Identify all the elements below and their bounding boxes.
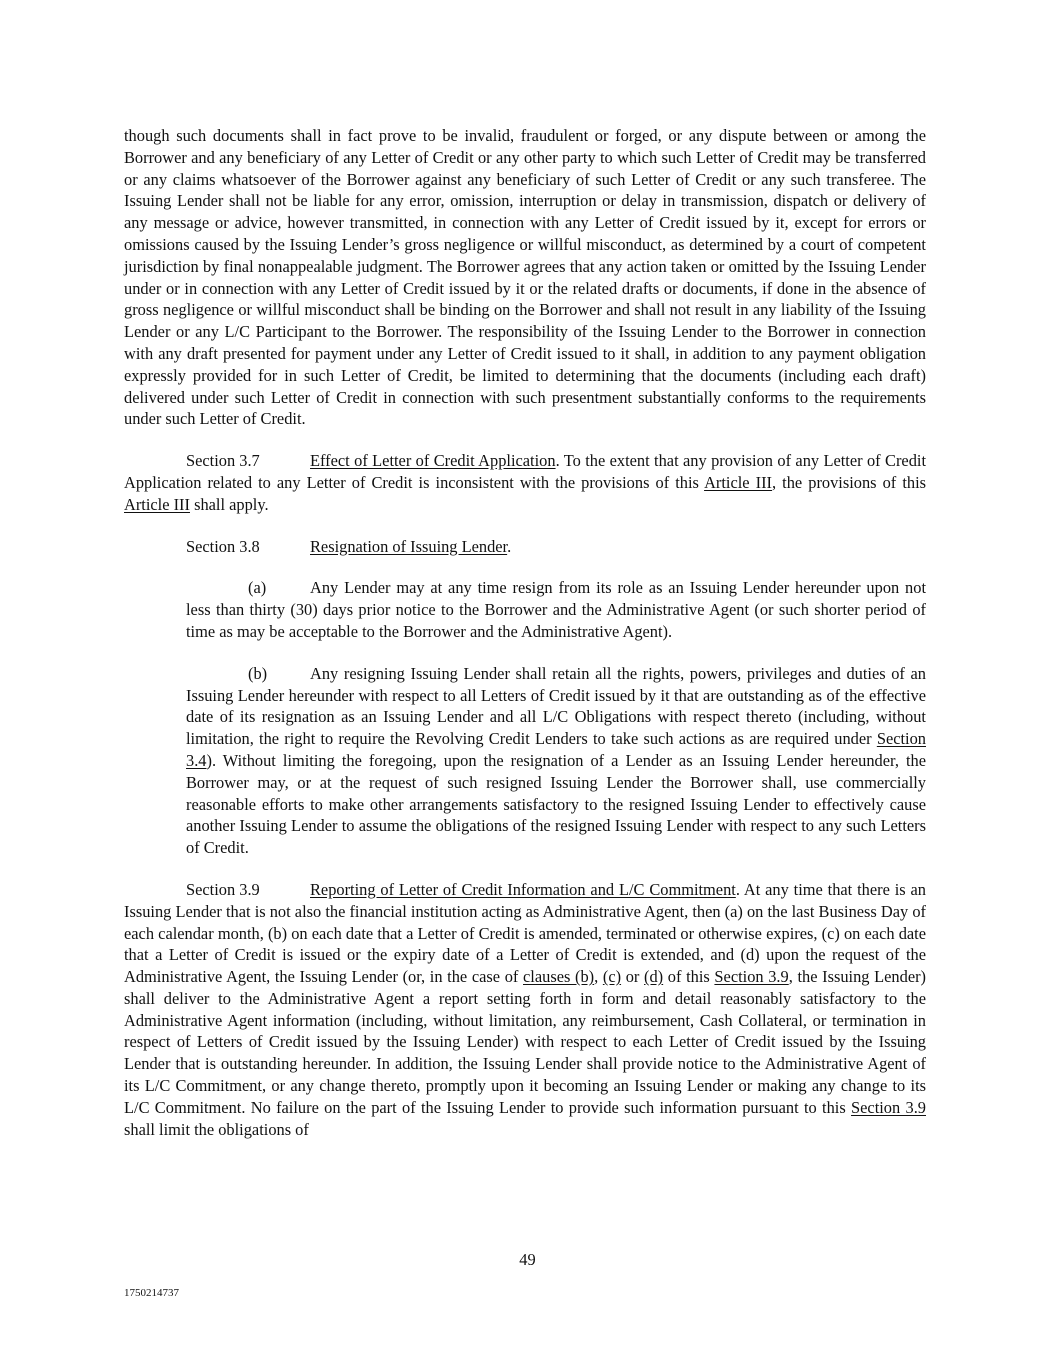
section-number: Section 3.9 (186, 879, 260, 899)
cross-reference: Section 3.4 (186, 729, 926, 770)
section-3-8-heading: Section 3.8 Resignation of Issuing Lender. (186, 536, 512, 556)
cross-reference: (d) (644, 967, 664, 987)
clause-label: (a) (248, 578, 267, 598)
paragraph-continuation: though such documents shall in fact prove to be invalid, fraudulent or forged, or any dispute between or among the Borrower and any beneficiary of any Letter of Credit or any other party to which such Letter of Credit may be transferred or any claims whatsoever of the Borrower against any beneficiary of such Letter of Credit or any such transferee. The Issuing Lender shall not be liable for any error, omission, interruption or delay in transmission, dispatch or delivery of any message or advice, however transmitted, in connection with any Letter of Credit issued by it, except for errors or omissions caused by the Issuing Lender’s gross negligence or willful misconduct, as determined by a court of competent jurisdiction by final nonappealable judgment. The Borrower agrees that any action taken or omitted by the Issuing Lender under or in connection with any Letter of Credit issued by it or the related drafts or documents, if done in the absence of gross negligence or willful misconduct shall be binding on the Borrower and shall not result in any liability of the Issuing Lender or any L/C Participant to the Borrower. The responsibility of the Issuing Lender to the Borrower in connection with any draft presented for payment under any Letter of Credit issued to it shall, in addition to any payment obligation expressly provided for in such Letter of Credit, be limited to determining that the documents (including each draft) delivered under such Letter of Credit in connection with such presentment substantially conforms to the requirements under such Letter of Credit. (124, 126, 926, 429)
section-3-9: Section 3.9 Reporting of Letter of Credit Information and L/C Commitment. At any time that there is an Issuing Lender that is not also the financial institution acting as Administrative Agent, then (a) on the last Business Day of each calendar month, (b) on each date that a Letter of Credit is amended, terminated or otherwise expires, (c) on each date that a Letter of Credit is issued or the expiry date of a Letter of Credit is extended, and (d) upon the request of the Administrative Agent, the Issuing Lender (or, in the case of clauses (b), (c) or (d) of this Section 3.9, the Issuing Lender) shall deliver to the Administrative Agent a report setting forth in form and detail reasonably satisfactory to the Administrative Agent information (including, without limitation, any reimbursement, Cash Collateral, or termination in respect of Letters of Credit issued by the Issuing Lender) with respect to each Letter of Credit issued by the Issuing Lender that is outstanding hereunder. In addition, the Issuing Lender shall provide notice to the Administrative Agent of its L/C Commitment, or any change thereto, promptly upon it becoming an Issuing Lender or making any change to its L/C Commitment. No failure on the part of the Issuing Lender to provide such information pursuant to this Section 3.9 shall limit the obligations of (124, 879, 927, 1139)
section-title: Resignation of Issuing Lender (310, 536, 508, 556)
section-number: Section 3.7 (186, 451, 260, 471)
cross-reference: Section 3.9 (851, 1097, 926, 1117)
section-3-7: Section 3.7 Effect of Letter of Credit Application. To the extent that any provision of any Letter of Credit Application related to any Letter of Credit is inconsistent with the provisions of this Article III, the provisions of this Article III shall apply. (124, 451, 926, 514)
document-id: 1750214737 (124, 1287, 179, 1299)
section-title: Effect of Letter of Credit Application (310, 451, 556, 471)
section-title: Reporting of Letter of Credit Information and L/C Commitment (310, 879, 736, 899)
section-number: Section 3.8 (186, 536, 260, 556)
cross-reference: Article III (704, 472, 773, 492)
cross-reference: Section 3.9 (714, 967, 789, 987)
cross-reference: (c) (602, 967, 622, 987)
clause-a: (a) Any Lender may at any time resign from its role as an Issuing Lender hereunder upon not less than thirty (30) days prior notice to the Borrower and the Administrative Agent (or such shorter period of time as may be acceptable to the Borrower and the Administrative Agent). (186, 578, 926, 641)
cross-reference: Article III (124, 494, 190, 514)
page-number: 49 (519, 1250, 536, 1269)
clause-b: (b) Any resigning Issuing Lender shall retain all the rights, powers, privileges and duties of an Issuing Lender hereunder with respect to all Letters of Credit issued by it that are outstanding as of the effective date of its resignation as an Issuing Lender and all L/C Obligations with respect thereto (including, without limitation, the right to require the Revolving Credit Lenders to take such actions as are required under Section 3.4). Without limiting the foregoing, upon the resignation of a Lender as an Issuing Lender hereunder, the Borrower may, or at the request of such resigned Issuing Lender the Borrower shall, use commercially reasonable efforts to make other arrangements satisfactory to the resigned Issuing Lender to effectively cause another Issuing Lender to assume the obligations of the resigned Issuing Lender with respect to any such Letters of Credit. (186, 663, 926, 858)
clause-label: (b) (248, 663, 268, 683)
document-body (124, 125, 926, 1140)
cross-reference: clauses (b) (523, 967, 595, 987)
